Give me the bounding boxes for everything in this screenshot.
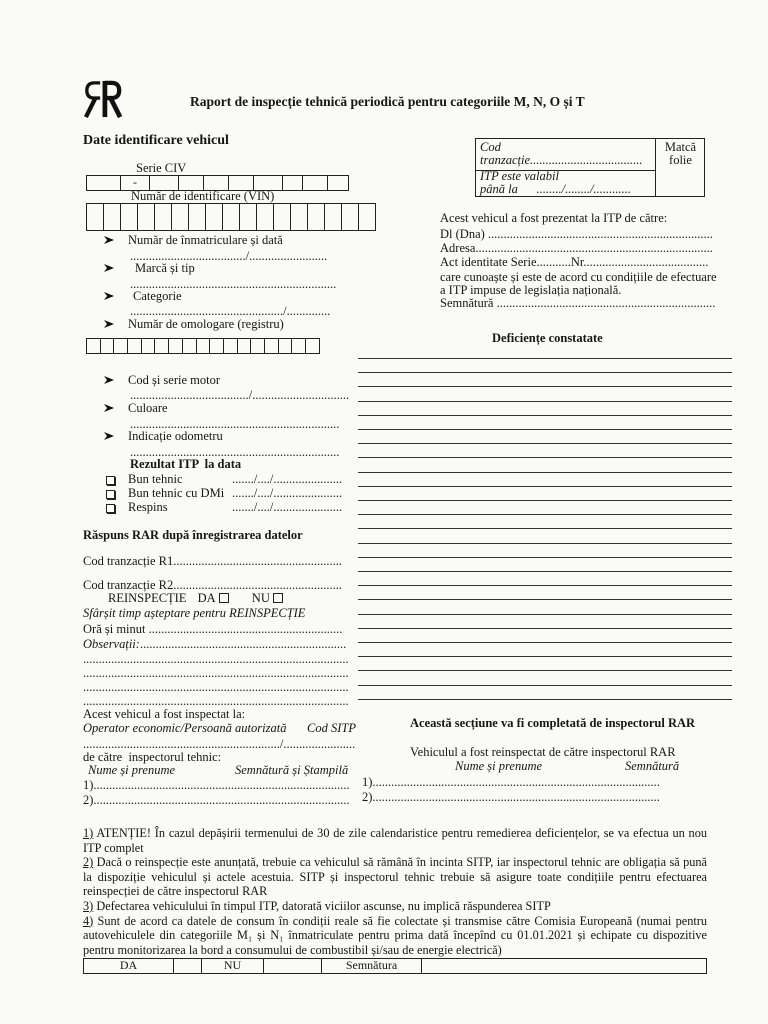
deficiency-line xyxy=(358,656,732,657)
arrow-bullet-icon xyxy=(104,291,114,301)
reinspection-no: NU xyxy=(251,591,270,605)
homologation-box xyxy=(291,338,306,354)
vin-boxes xyxy=(87,203,376,231)
transaction-code-cell xyxy=(476,139,656,171)
deficiency-line xyxy=(358,557,732,558)
deficiency-line xyxy=(358,386,732,387)
inspector-line-fill: .................................................................................. xyxy=(93,793,350,807)
rar-line-fill: ............................................................................................ xyxy=(372,775,660,789)
rar-section-intro: Vehiculul a fost reinspectat de către inspectorul RAR xyxy=(410,745,676,759)
inspector-signature-label: Semnătură și Ștampilă xyxy=(235,763,349,777)
engine-fill: ....................................../............................... xyxy=(130,388,350,402)
homologation-boxes xyxy=(87,338,320,354)
consent-yes-box xyxy=(174,959,202,973)
arrow-bullet-icon xyxy=(104,375,114,385)
homologation-box xyxy=(278,338,293,354)
vin-label: Număr de identificare (VIN) xyxy=(131,189,275,203)
presenter-id-nr-fill: ........................................ xyxy=(583,255,709,269)
inspector-line-2 xyxy=(83,793,350,807)
inspected-at-intro: Acest vehicul a fost inspectat la: xyxy=(83,707,246,721)
vin-box xyxy=(120,203,138,231)
presenter-signature-label: Semnătură xyxy=(440,296,494,310)
civ-label: Serie CIV xyxy=(136,161,187,175)
category-label: Categorie xyxy=(133,289,182,303)
presenter-signature-fill: ...................................................................... xyxy=(496,296,716,310)
vin-box xyxy=(273,203,291,231)
deficiency-line xyxy=(358,670,732,671)
deficiency-line xyxy=(358,599,732,600)
operator-fill: .............................................................../....................... xyxy=(83,737,356,751)
homologation-box xyxy=(113,338,128,354)
vin-box xyxy=(103,203,121,231)
inspector-line-1 xyxy=(83,778,350,792)
homologation-box xyxy=(209,338,224,354)
deficiency-line xyxy=(358,543,732,544)
homologation-box xyxy=(250,338,265,354)
transaction-r2-fill: ...................................................... xyxy=(173,578,342,592)
rar-name-label: Nume și prenume xyxy=(455,759,543,773)
transaction-r1 xyxy=(83,554,342,568)
odometer-label: Indicație odometru xyxy=(128,429,223,443)
footnote-number: 1) xyxy=(83,826,94,840)
homologation-box xyxy=(86,338,101,354)
reinspection-yes: DA xyxy=(197,591,216,605)
vin-box xyxy=(324,203,342,231)
civ-box-separator: - xyxy=(120,175,150,191)
transaction-r1-fill: ...................................................... xyxy=(173,554,342,568)
registration-fill: ...................................../......................... xyxy=(130,249,328,263)
deficiency-line xyxy=(358,642,732,643)
vin-box xyxy=(171,203,189,231)
footnote-number: 3) xyxy=(83,898,94,913)
inspector-line-number: 2) xyxy=(83,793,94,807)
odometer-fill: ................................................................... xyxy=(130,445,340,459)
deficiency-line xyxy=(358,571,732,572)
make-type-fill: .................................................................. xyxy=(130,277,337,291)
homologation-box xyxy=(168,338,183,354)
category-fill: ................................................./.............. xyxy=(130,304,331,318)
presenter-name-fill: ........................................................................ xyxy=(487,227,713,241)
rar-line-number: 2) xyxy=(362,790,373,804)
footnote-text: ATENȚIE! În cazul depășirii termenului de 30 de zile calendaristice pentru remedierea deficiențelor, se va efectua un nou ITP complet xyxy=(83,826,707,855)
vin-box xyxy=(205,203,223,231)
option-good-date: ......./..../...................... xyxy=(232,472,343,486)
civ-box xyxy=(282,175,303,191)
rar-signature-label: Semnătură xyxy=(625,759,680,773)
deficiency-line xyxy=(358,514,732,515)
civ-box xyxy=(327,175,349,191)
footnote-number: 4) xyxy=(83,913,94,928)
vin-box xyxy=(86,203,104,231)
deficiency-line xyxy=(358,699,732,700)
inspector-name-label: Nume și prenume xyxy=(88,763,176,777)
vin-box xyxy=(358,203,376,231)
rar-logo-icon xyxy=(84,78,122,120)
presenter-name-label: Dl (Dna) xyxy=(440,227,485,241)
deficiencies-lines xyxy=(358,358,732,703)
checkbox-icon xyxy=(106,476,115,485)
checkbox-icon xyxy=(106,504,115,513)
footnote xyxy=(83,914,707,958)
option-good-label: Bun tehnic xyxy=(128,472,183,486)
observation-line: ..................................................................................... xyxy=(83,652,349,666)
itp-result-heading: Rezultat ITP la data xyxy=(130,457,242,471)
transaction-box xyxy=(475,138,705,197)
deficiencies-heading: Deficiențe constatate xyxy=(492,331,603,345)
homologation-box xyxy=(237,338,252,354)
footnote-text: Sunt de acord ca datele de consum în condiții reale să fie colectate și transmise către Comisia Europeană (numai pentru autovehiculele din categoriile M₁ și N₁ înmatriculate pentru prima dată începînd cu 01.01.2021 și echipate cu dispozitive pentru monitorizarea la bord a consumului de combustibil și/sau de energie electrică) xyxy=(83,913,707,957)
validity-cell xyxy=(476,170,656,197)
inspector-line-fill: .................................................................................. xyxy=(93,778,350,792)
consent-signature-box xyxy=(422,959,706,973)
option-good-dmi-date: ......./..../...................... xyxy=(232,486,343,500)
vin-box xyxy=(256,203,274,231)
option-good-dmi-label: Bun tehnic cu DMi xyxy=(128,486,225,500)
validity-label: ITP este valabil xyxy=(480,169,559,183)
rar-response-heading: Răspuns RAR după înregistrarea datelor xyxy=(83,528,303,542)
transaction-r2 xyxy=(83,578,342,592)
option-rejected-label: Respins xyxy=(128,500,168,514)
homologation-box xyxy=(196,338,211,354)
deficiency-line xyxy=(358,472,732,473)
deficiency-line xyxy=(358,443,732,444)
deficiency-line xyxy=(358,457,732,458)
homologation-box xyxy=(264,338,279,354)
homologation-box xyxy=(223,338,238,354)
observations-row xyxy=(83,637,346,651)
reinspection-wait-end: Sfârșit timp așteptare pentru REINSPECȚIE xyxy=(83,606,306,620)
observations-label: Observații: xyxy=(83,637,140,651)
vin-box xyxy=(341,203,359,231)
color-fill: ................................................................... xyxy=(130,417,340,431)
footnote-text: Dacă o reinspecție este anunțată, trebuie ca vehiculul să rămână în incinta SITP, iar inspectorul tehnic are obligația să pună la dispoziție vehiculul și actele acestuia. SITP și inspectorul tehnic trebuie să asigure toate condițiile pentru efectuarea reinspecției de către inspectorul RAR xyxy=(83,855,707,899)
civ-box xyxy=(302,175,328,191)
transaction-r2-label: Cod tranzacție R2 xyxy=(83,578,174,592)
consent-no-box xyxy=(264,959,322,973)
deficiency-line xyxy=(358,486,732,487)
vin-box xyxy=(137,203,155,231)
rar-line-number: 1) xyxy=(362,775,373,789)
presenter-terms-2: a ITP impuse de legislația națională. xyxy=(440,283,622,297)
rar-section-heading: Această secțiune va fi completată de inspectorul RAR xyxy=(410,716,696,730)
deficiency-line xyxy=(358,372,732,373)
foil-stub-label-1: Matcă xyxy=(664,140,697,154)
homologation-box xyxy=(154,338,169,354)
reinspection-label: REINSPECȚIE xyxy=(108,591,187,605)
deficiency-line xyxy=(358,429,732,430)
footnote-number: 2) xyxy=(83,855,94,870)
deficiency-line xyxy=(358,614,732,615)
vin-box xyxy=(307,203,325,231)
presenter-signature-row xyxy=(440,296,715,310)
reinspection-row xyxy=(108,591,283,605)
transaction-code-fill: tranzacție.................................... xyxy=(480,153,643,167)
page-title: Raport de inspecție tehnică periodică pentru categoriile M, N, O și T xyxy=(190,94,585,109)
homologation-box xyxy=(127,338,142,354)
rar-line-2 xyxy=(362,790,660,804)
presenter-id-label: Act identitate Serie xyxy=(440,255,537,269)
inspector-intro: de către inspectorul tehnic: xyxy=(83,750,222,764)
observation-line: ..................................................................................... xyxy=(83,680,349,694)
engine-label: Cod și serie motor xyxy=(128,373,221,387)
consent-no-cell: NU xyxy=(202,959,264,973)
observation-line: ..................................................................................... xyxy=(83,694,349,708)
presenter-intro: Acest vehicul a fost prezentat la ITP de către: xyxy=(440,211,668,225)
civ-box xyxy=(86,175,121,191)
vin-box xyxy=(222,203,240,231)
deficiency-line xyxy=(358,528,732,529)
presenter-terms-1: care cunoaște și este de acord cu condițiile de efectuare xyxy=(440,270,717,284)
make-type-label: Marcă și tip xyxy=(135,261,195,275)
time-row xyxy=(83,622,342,636)
consent-table xyxy=(83,958,707,974)
vehicle-section-heading: Date identificare vehicul xyxy=(83,133,229,148)
homologation-box xyxy=(141,338,156,354)
vin-box xyxy=(188,203,206,231)
homologation-box xyxy=(305,338,320,354)
homologation-box xyxy=(182,338,197,354)
color-label: Culoare xyxy=(128,401,168,415)
foil-stub-label-2: folie xyxy=(669,153,692,167)
option-rejected-date: ......./..../...................... xyxy=(232,500,343,514)
deficiency-line xyxy=(358,358,732,359)
deficiency-line xyxy=(358,628,732,629)
presenter-id-row xyxy=(440,255,708,269)
deficiency-line xyxy=(358,401,732,402)
presenter-address-fill: ............................................................................ xyxy=(475,241,713,255)
vin-box xyxy=(154,203,172,231)
deficiency-line xyxy=(358,585,732,586)
observations-fill: .................................................................. xyxy=(139,637,347,651)
checkbox-icon xyxy=(219,593,229,603)
deficiency-line xyxy=(358,685,732,686)
presenter-address-label: Adresa xyxy=(440,241,476,255)
rar-line-fill: ............................................................................................ xyxy=(372,790,660,804)
checkbox-icon xyxy=(106,490,115,499)
footnotes xyxy=(83,826,707,974)
arrow-bullet-icon xyxy=(104,403,114,413)
presenter-id-series-fill: ........... xyxy=(536,255,571,269)
presenter-id-nr-label: Nr xyxy=(570,255,584,269)
checkbox-icon xyxy=(273,593,283,603)
homologation-label: Număr de omologare (registru) xyxy=(128,317,284,331)
presenter-name-row xyxy=(440,227,713,241)
deficiency-line xyxy=(358,500,732,501)
transaction-code-label: Cod xyxy=(480,140,501,154)
consent-signature-cell: Semnătura xyxy=(322,959,422,973)
sitp-code-label: Cod SITP xyxy=(307,721,356,735)
time-label: Oră și minut xyxy=(83,622,146,636)
inspector-line-number: 1) xyxy=(83,778,94,792)
time-fill: .............................................................. xyxy=(148,622,343,636)
vin-box xyxy=(290,203,308,231)
rar-line-1 xyxy=(362,775,660,789)
registration-label: Număr de înmatriculare și dată xyxy=(128,233,283,247)
deficiency-line xyxy=(358,415,732,416)
presenter-address-row xyxy=(440,241,713,255)
homologation-box xyxy=(100,338,115,354)
validity-date: până la ......../......../............ xyxy=(480,182,632,196)
consent-yes-cell: DA xyxy=(84,959,174,973)
transaction-r1-label: Cod tranzacție R1 xyxy=(83,554,174,568)
vin-box xyxy=(239,203,257,231)
footnote xyxy=(83,899,707,914)
operator-label: Operator economic/Persoană autorizată xyxy=(83,721,287,735)
footnote xyxy=(83,855,707,899)
footnote xyxy=(83,826,707,855)
observation-line: ..................................................................................... xyxy=(83,666,349,680)
arrow-bullet-icon xyxy=(104,319,114,329)
arrow-bullet-icon xyxy=(104,235,114,245)
footnote-text: Defectarea vehiculului în timpul ITP, datorată viciilor ascunse, nu implică răspunderea SITP xyxy=(93,898,551,913)
arrow-bullet-icon xyxy=(104,263,114,273)
foil-stub-cell xyxy=(656,139,705,196)
arrow-bullet-icon xyxy=(104,431,114,441)
